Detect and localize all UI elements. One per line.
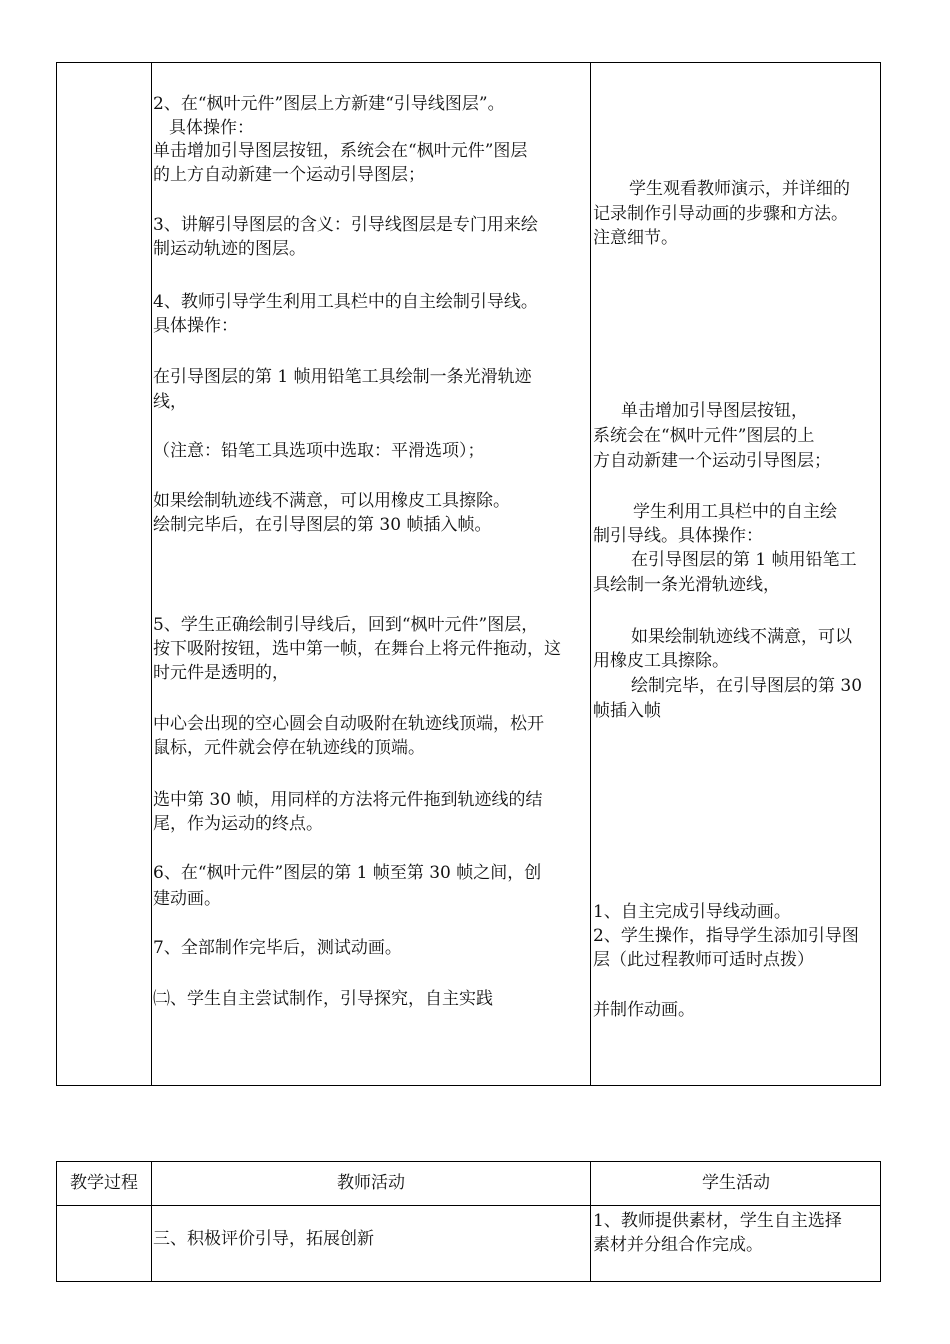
student-line: 系统会在“枫叶元件”图层的上 xyxy=(593,426,815,446)
teacher-line: 制运动轨迹的图层。 xyxy=(153,239,306,259)
teacher-line: 3、讲解引导图层的含义：引导线图层是专门用来绘 xyxy=(153,215,538,235)
teacher-line: 具体操作： xyxy=(169,118,254,138)
teacher-line: 单击增加引导图层按钮，系统会在“枫叶元件”图层 xyxy=(153,141,528,161)
student-line: 用橡皮工具擦除。 xyxy=(593,651,729,671)
teacher-line: 鼠标，元件就会停在轨迹线的顶端。 xyxy=(153,738,425,758)
student-line: 在引导图层的第 1 帧用铅笔工 xyxy=(631,550,857,570)
teacher-line: 2、在“枫叶元件”图层上方新建“引导线图层”。 xyxy=(153,94,505,114)
teacher-line: 建动画。 xyxy=(153,889,221,909)
teacher-line: 具体操作： xyxy=(153,316,238,336)
student-line: 单击增加引导图层按钮， xyxy=(621,401,808,421)
header-row-divider xyxy=(57,1205,880,1206)
student-line: 帧插入帧 xyxy=(593,701,661,721)
header-student-activity: 学生活动 xyxy=(702,1173,770,1193)
student-activity-text: 素材并分组合作完成。 xyxy=(593,1235,763,1255)
student-line: 制引导线。具体操作： xyxy=(593,526,763,546)
column-divider-teacher xyxy=(590,63,591,1085)
student-line: 如果绘制轨迹线不满意，可以 xyxy=(631,627,852,647)
student-activity-text: 1、教师提供素材，学生自主选择 xyxy=(593,1211,842,1231)
teacher-line: 尾，作为运动的终点。 xyxy=(153,814,323,834)
student-line: 记录制作引导动画的步骤和方法。 xyxy=(593,204,848,224)
student-line: 并制作动画。 xyxy=(593,1000,695,1020)
student-line: 2、学生操作，指导学生添加引导图 xyxy=(593,926,859,946)
teacher-line: 中心会出现的空心圆会自动吸附在轨迹线顶端，松开 xyxy=(153,714,544,734)
student-line: 学生观看教师演示，并详细的 xyxy=(629,179,850,199)
student-line: 绘制完毕，在引导图层的第 30 xyxy=(631,676,863,696)
teacher-line: 线， xyxy=(153,392,187,412)
teacher-line: 选中第 30 帧，用同样的方法将元件拖到轨迹线的结 xyxy=(153,790,543,810)
header-teaching-process: 教学过程 xyxy=(70,1173,138,1193)
teacher-line: 如果绘制轨迹线不满意，可以用橡皮工具擦除。 xyxy=(153,491,510,511)
student-line: 1、自主完成引导线动画。 xyxy=(593,902,791,922)
teacher-line: 在引导图层的第 1 帧用铅笔工具绘制一条光滑轨迹 xyxy=(153,367,532,387)
student-line: 具绘制一条光滑轨迹线， xyxy=(593,575,780,595)
teacher-line: （注意：铅笔工具选项中选取：平滑选项）； xyxy=(153,441,485,461)
student-line: 注意细节。 xyxy=(593,228,678,248)
teacher-line: 7、全部制作完毕后，测试动画。 xyxy=(153,938,402,958)
column-divider-process xyxy=(151,63,152,1085)
teacher-line: 的上方自动新建一个运动引导图层； xyxy=(153,165,425,185)
student-line: 方自动新建一个运动引导图层； xyxy=(593,451,831,471)
teacher-line: ㈡、学生自主尝试制作，引导探究，自主实践 xyxy=(153,989,493,1009)
header-teacher-activity: 教师活动 xyxy=(337,1173,405,1193)
lesson-table-top xyxy=(56,62,881,1086)
lesson-table-bottom xyxy=(56,1161,881,1282)
teacher-line: 5、学生正确绘制引导线后，回到“枫叶元件”图层， xyxy=(153,615,539,635)
teacher-line: 6、在“枫叶元件”图层的第 1 帧至第 30 帧之间，创 xyxy=(153,863,542,883)
student-line: 学生利用工具栏中的自主绘 xyxy=(633,502,837,522)
teacher-line: 4、教师引导学生利用工具栏中的自主绘制引导线。 xyxy=(153,292,538,312)
student-line: 层（此过程教师可适时点拨） xyxy=(593,950,814,970)
teacher-activity-text: 三、积极评价引导，拓展创新 xyxy=(153,1229,374,1249)
teacher-line: 按下吸附按钮，选中第一帧，在舞台上将元件拖动，这 xyxy=(153,639,561,659)
teacher-line: 绘制完毕后，在引导图层的第 30 帧插入帧。 xyxy=(153,515,492,535)
teacher-line: 时元件是透明的， xyxy=(153,663,289,683)
